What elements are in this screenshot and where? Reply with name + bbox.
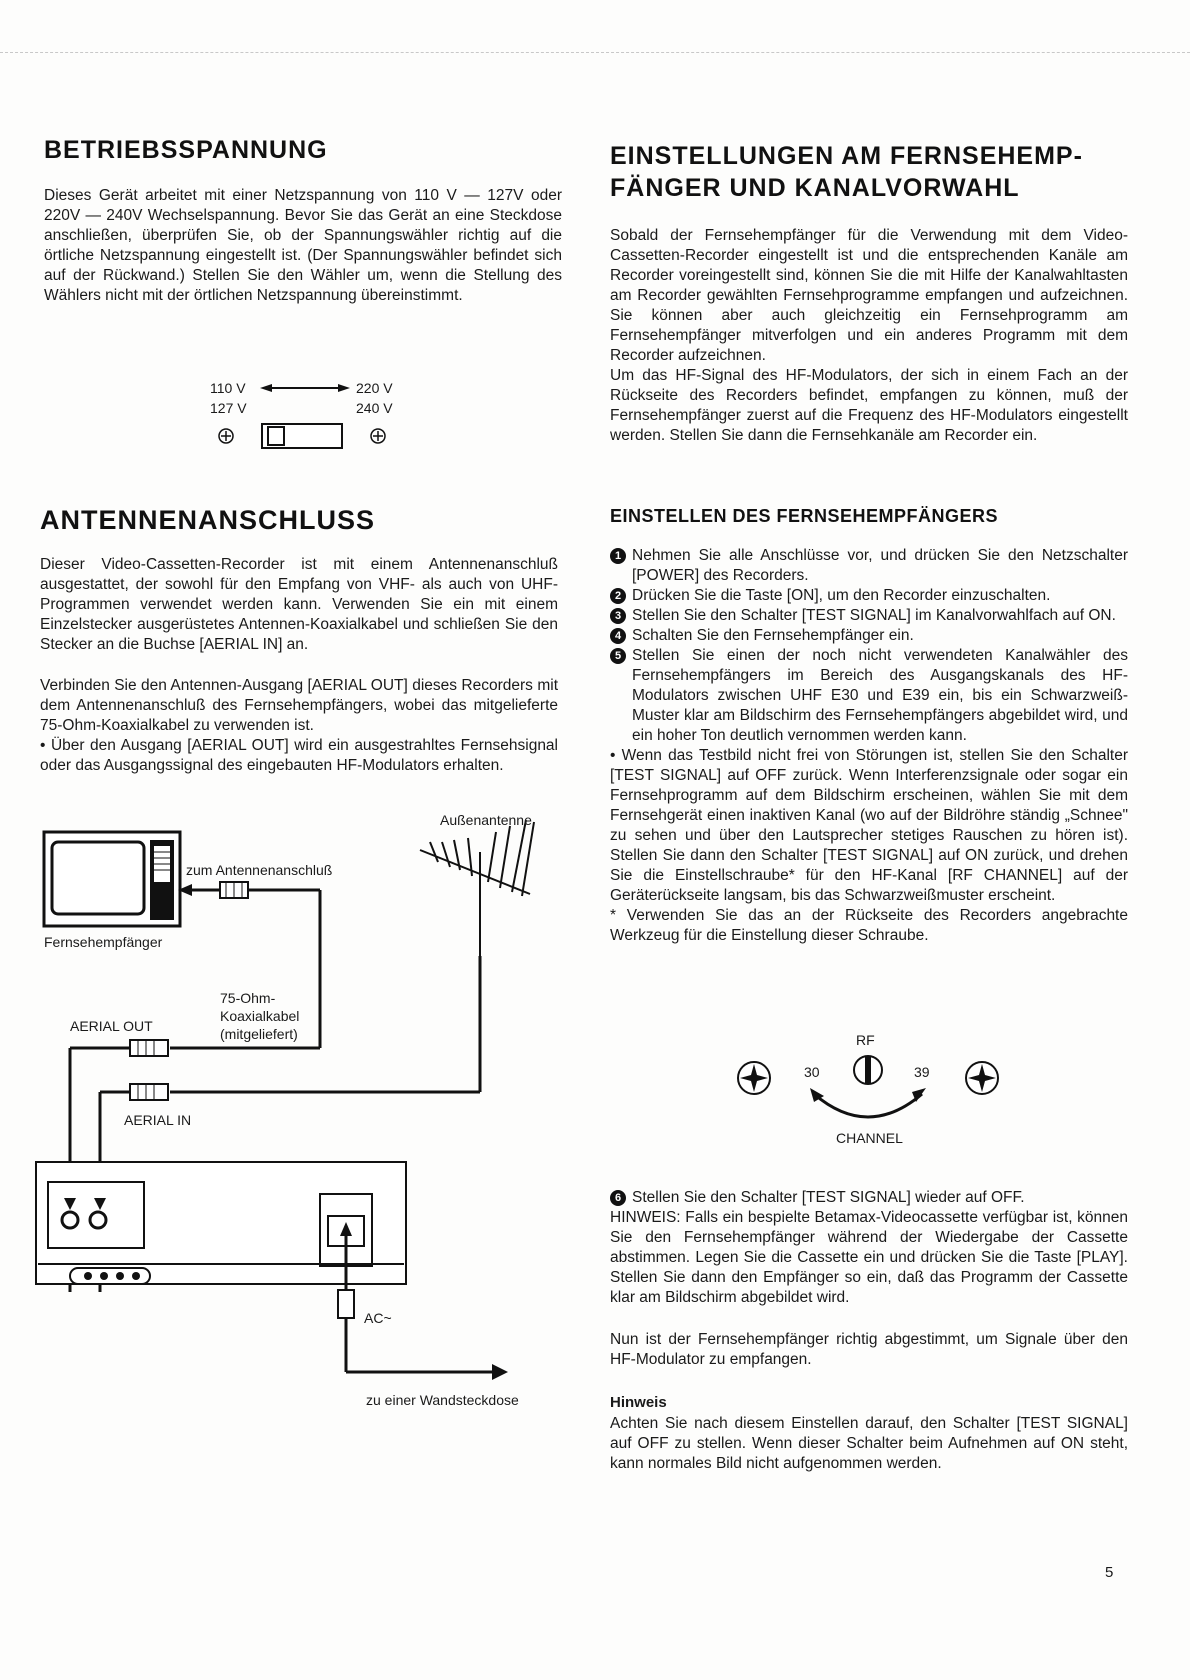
antenne-bullet: • Über den Ausgang [AERIAL OUT] wird ein ausgestrahltes Fernsehsignal oder das Ausgangssignal des eingebauten HF-Modulators erhalten. xyxy=(40,737,558,774)
label-kabel-3: (mitgeliefert) xyxy=(220,1026,298,1042)
step-number: 2 xyxy=(610,588,626,604)
step-number: 3 xyxy=(610,608,626,624)
arrow-right-icon xyxy=(492,1364,508,1380)
step-2 xyxy=(610,586,1128,606)
connection-diagram-svg xyxy=(30,812,570,1412)
antenne-text-1: Dieser Video-Cassetten-Recorder ist mit einem Antennenanschluß ausgestattet, der sowohl für den Empfang von VHF- als auch von UHF-Programmen verwendet werden kann. Verwenden Sie ein mit einem Einzelstecker ausgerüstetes Antennen-Koaxialkabel und schließen Sie den Stecker an die Buchse [AERIAL IN] an. xyxy=(40,556,558,653)
vcr-recorder-icon xyxy=(36,1162,406,1284)
step-text: Schalten Sie den Fernsehempfänger ein. xyxy=(632,627,914,644)
label-zum-antennenanschluss: zum Antennenanschluß xyxy=(186,862,333,878)
tv-icon xyxy=(44,832,180,926)
label-rf: RF xyxy=(856,1032,875,1048)
label-fernsehempfaenger: Fernsehempfänger xyxy=(44,934,163,950)
top-scan-line xyxy=(0,52,1190,53)
label-aussenantenne: Außenantenne xyxy=(440,812,532,828)
label-kabel-1: 75-Ohm- xyxy=(220,990,276,1006)
step-4 xyxy=(610,626,1128,646)
einstellungen-heading-line-2: FÄNGER UND KANALVORWAHL xyxy=(610,174,1020,202)
steps-list xyxy=(610,546,1128,946)
voltage-selector-figure xyxy=(200,378,420,458)
hinweis-betamax: HINWEIS: Falls ein bespielte Betamax-Videocassette verfügbar ist, können Sie den Fernsehempfänger während der Wiedergabe der Cassette abstimmen. Legen Sie die Cassette ein und drücken Sie die Taste [PLAY]. Stellen Sie dann den Empfänger so ein, daß das Programm der Cassette klar am Bildschirm abgebildet wird. xyxy=(610,1209,1128,1306)
ac-plug-icon xyxy=(338,1290,354,1318)
antenne-text-2: Verbinden Sie den Antennen-Ausgang [AERIAL OUT] dieses Recorders mit dem Antennenanschluß des Fernsehempfängers, wobei das mitgelieferte 75-Ohm-Koaxialkabel zu verwenden ist. xyxy=(40,677,558,734)
label-110v: 110 V xyxy=(210,380,246,396)
einstellungen-heading xyxy=(610,140,1150,204)
step-6-block xyxy=(610,1188,1128,1308)
label-wandsteckdose: zu einer Wandsteckdose xyxy=(366,1392,519,1408)
einstellungen-text-1: Sobald der Fernsehempfänger für die Verwendung mit dem Video-Cassetten-Recorder eingestellt ist und die entsprechenden Kanäle am Recorder voreingestellt sind, können Sie die mit Hilfe der Kanalwahltasten am Recorder gewählten Fernsehprogramme empfangen und aufzeichnen. Sie können aber auch gleichzeitig ein Fernsehprogramm am Fernsehempfänger mitverfolgen und ein anderes Programm mit dem Recorder aufzeichnen. xyxy=(610,227,1128,364)
hinweis-heading: Hinweis xyxy=(610,1394,667,1411)
connection-diagram xyxy=(30,812,570,1412)
step-text: Drücken Sie die Taste [ON], um den Recorder einzuschalten. xyxy=(632,587,1051,604)
step-number: 6 xyxy=(610,1190,626,1206)
einstellen-subheading: EINSTELLEN DES FERNSEHEMPFÄNGERS xyxy=(610,506,999,526)
label-aerial-in: AERIAL IN xyxy=(124,1112,192,1128)
step-number: 4 xyxy=(610,628,626,644)
step-text: Stellen Sie den Schalter [TEST SIGNAL] im Kanalvorwahlfach auf ON. xyxy=(632,607,1116,624)
step-number: 1 xyxy=(610,548,626,564)
step-6 xyxy=(610,1188,1128,1208)
label-channel-30: 30 xyxy=(804,1064,820,1080)
bullet-testbild: • Wenn das Testbild nicht frei von Störungen ist, stellen Sie den Schalter [TEST SIGNAL] auf OFF zurück. Wenn Interferenzsignale oder sogar ein Fernsehprogramm auf dem Bildschirm erscheinen, wählen Sie mit dem Fernsehgerät einen inaktiven Kanal (wo auf der Bildröhre ständig „Schnee" zu sehen und über den Lautsprecher stetiges Rauschen zu hören ist). Stellen Sie dann den Schalter [TEST SIGNAL] auf ON zurück, und drehen Sie die Einstellschraube* für den HF-Kanal [RF CHANNEL] auf der Geräterückseite langsam, bis das Schwarzweißmuster erscheint. xyxy=(610,747,1128,904)
step-1 xyxy=(610,546,1128,586)
step-text: Nehmen Sie alle Anschlüsse vor, und drücken Sie den Netzschalter [POWER] des Recorders. xyxy=(632,547,1128,584)
tuned-text: Nun ist der Fernsehempfänger richtig abgestimmt, um Signale über den HF-Modulator zu empfangen. xyxy=(610,1331,1128,1368)
step-5 xyxy=(610,646,1128,746)
einstellungen-heading-line-1: EINSTELLUNGEN AM FERNSEHEMP- xyxy=(610,142,1083,170)
betriebsspannung-text: Dieses Gerät arbeitet mit einer Netzspannung von 110 V — 127V oder 220V — 240V Wechselspannung. Bevor Sie das Gerät an eine Steckdose anschließen, überprüfen Sie, ob der Spannungswähler richtig auf die örtliche Netzspannung eingestellt ist. (Der Spannungswähler befindet sich auf der Rückwand.) Stellen Sie den Wähler um, wenn die Stellung des Wählers nicht mit der örtlichen Netzspannung übereinstimmt. xyxy=(44,187,562,304)
label-channel-39: 39 xyxy=(914,1064,930,1080)
betriebsspannung-heading: BETRIEBSSPANNUNG xyxy=(44,136,328,164)
label-aerial-out: AERIAL OUT xyxy=(70,1018,153,1034)
label-kabel-2: Koaxialkabel xyxy=(220,1008,300,1024)
aerial-out-plug-icon xyxy=(130,1040,168,1056)
label-220v: 220 V xyxy=(356,380,393,396)
aerial-in-plug-icon xyxy=(130,1084,168,1100)
label-127v: 127 V xyxy=(210,400,247,416)
step-3 xyxy=(610,606,1128,626)
label-channel: CHANNEL xyxy=(836,1130,903,1146)
step-text: Stellen Sie den Schalter [TEST SIGNAL] wieder auf OFF. xyxy=(632,1189,1025,1206)
footnote-werkzeug: * Verwenden Sie das an der Rückseite des Recorders angebrachte Werkzeug für die Einstellung dieser Schraube. xyxy=(610,907,1128,944)
page-number: 5 xyxy=(1105,1564,1114,1581)
antennenanschluss-heading: ANTENNENANSCHLUSS xyxy=(40,505,376,535)
label-240v: 240 V xyxy=(356,400,393,416)
step-text: Stellen Sie einen der noch nicht verwendeten Kanalwähler des Fernsehempfängers im Bereich des Ausgangskanals des HF-Modulators zwischen UHF E30 und E39 ein, bis ein Schwarzweiß-Muster klar am Bildschirm des Fernsehempfängers abgebildet wird, und ein hoher Ton deutlich vernommen werden kann. xyxy=(632,647,1128,744)
label-ac: AC~ xyxy=(364,1310,392,1326)
einstellungen-text-2: Um das HF-Signal des HF-Modulators, der sich in einem Fach an der Rückseite des Recorders befindet, empfangen zu können, muß der Fernsehempfänger zuerst auf die Frequenz des HF-Modulators eingestellt werden. Stellen Sie dann die Fernsehkanäle am Recorder ein. xyxy=(610,367,1128,444)
rf-channel-figure xyxy=(730,1030,1000,1150)
voltage-selector-svg xyxy=(200,378,420,458)
outdoor-antenna-icon xyxy=(420,820,534,956)
hinweis-text: Achten Sie nach diesem Einstellen darauf, den Schalter [TEST SIGNAL] auf OFF zu stellen. Wenn dieser Schalter beim Aufnehmen auf ON steht, kann normales Bild nicht aufgenommen werden. xyxy=(610,1415,1128,1472)
step-number: 5 xyxy=(610,648,626,664)
